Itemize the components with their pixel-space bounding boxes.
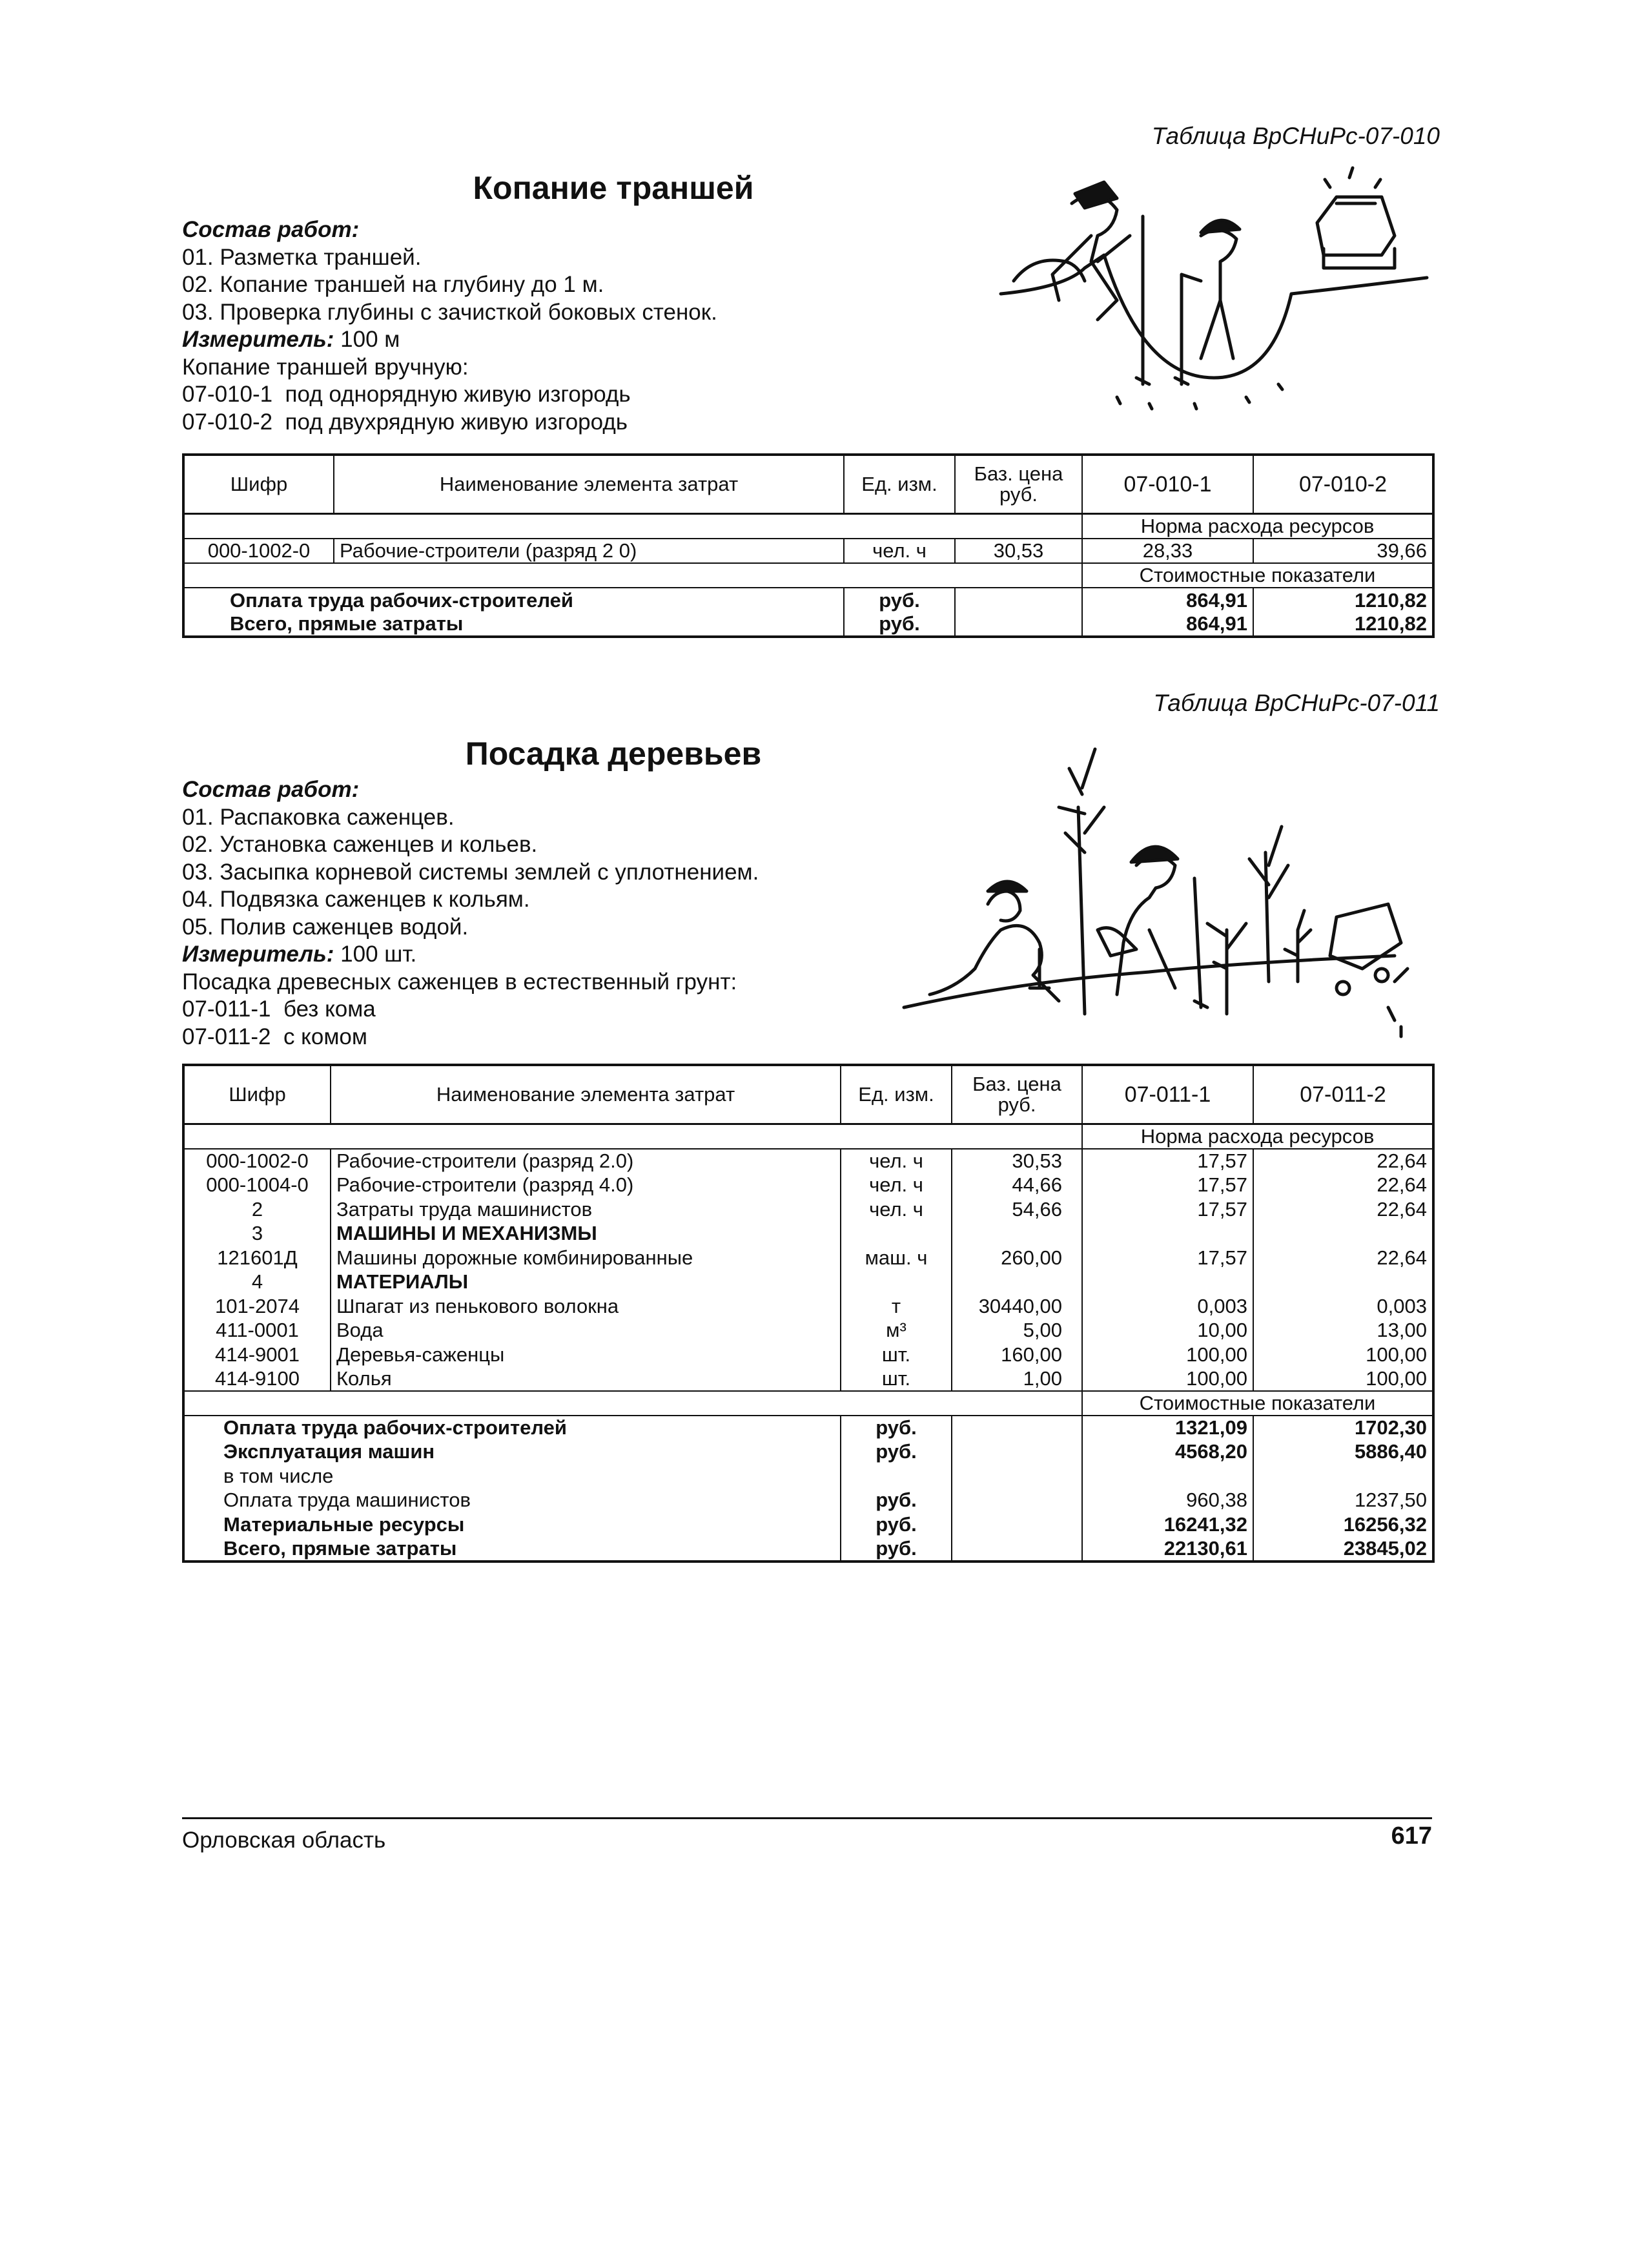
cell-variant-2: 1702,30: [1253, 1416, 1433, 1440]
col-header-variant-1: 07-011-1: [1082, 1065, 1253, 1124]
footer-rule: [182, 1817, 1432, 1819]
col-header-variant-2: 07-010-2: [1253, 455, 1433, 514]
col-header-code: Шифр: [183, 1065, 331, 1124]
cell-price: [952, 1489, 1082, 1513]
table-label: Таблица ВрСНиРс-07-010: [1151, 123, 1440, 149]
table-row: [183, 539, 1433, 563]
cell-variant-1: 10,00: [1082, 1319, 1253, 1343]
table-row: [183, 1173, 1433, 1198]
cell-unit: шт.: [841, 1343, 952, 1367]
cell-variant-2: 5886,40: [1253, 1440, 1433, 1465]
col-header-variant-1: 07-010-1: [1082, 455, 1253, 514]
cell-code: 101-2074: [183, 1294, 331, 1319]
step-item: 01. Разметка траншей.: [182, 244, 422, 270]
cell-price: 54,66: [952, 1197, 1082, 1222]
cell-price: [952, 1270, 1082, 1295]
section-title: Копание траншей: [473, 170, 754, 206]
col-header-unit: Ед. изм.: [844, 455, 955, 514]
workers-planting-trees-icon: [891, 736, 1420, 1040]
cell-variant-1: 16241,32: [1082, 1512, 1253, 1537]
cell-code: 000-1004-0: [183, 1173, 331, 1198]
totals-body: [183, 1416, 1433, 1562]
measure-label: Измеритель:: [182, 327, 334, 352]
cell-price: [952, 1440, 1082, 1465]
composition-header: Состав работ:: [182, 217, 360, 242]
cell-total-name: Оплата труда машинистов: [183, 1489, 841, 1513]
cell-code: 000-1002-0: [183, 1149, 331, 1173]
table-row: [183, 1197, 1433, 1222]
cell-price: [952, 1222, 1082, 1246]
cell-unit: чел. ч: [841, 1197, 952, 1222]
table-band-row: [183, 563, 1433, 588]
cell-variant-1: 100,00: [1082, 1367, 1253, 1392]
table-row: [183, 1367, 1433, 1392]
cell-price: [955, 588, 1082, 612]
total-row: [183, 1489, 1433, 1513]
page-number: 617: [1391, 1822, 1432, 1850]
table-body: [183, 1149, 1433, 1391]
cell-variant-2: 16256,32: [1253, 1512, 1433, 1537]
work-composition: [182, 776, 989, 1051]
cost-table: [182, 1064, 1435, 1563]
cell-variant-2: 23845,02: [1253, 1537, 1433, 1562]
cell-unit: [841, 1222, 952, 1246]
cell-variant-2: 1210,82: [1253, 588, 1433, 612]
cell-variant-1: 864,91: [1082, 588, 1253, 612]
total-row: [183, 1537, 1433, 1562]
cell-name: МАШИНЫ И МЕХАНИЗМЫ: [331, 1222, 841, 1246]
cell-unit: шт.: [841, 1367, 952, 1392]
cell-name: Колья: [331, 1367, 841, 1392]
step-item: 05. Полив саженцев водой.: [182, 914, 469, 940]
cell-code: 121601Д: [183, 1246, 331, 1270]
cell-variant-1: 960,38: [1082, 1489, 1253, 1513]
step-item: 03. Проверка глубины с зачисткой боковых стенок.: [182, 299, 717, 325]
table-label: Таблица ВрСНиРс-07-011: [1153, 690, 1440, 716]
cell-price: [955, 612, 1082, 637]
cell-variant-1: 17,57: [1082, 1173, 1253, 1198]
cell-total-name: Материальные ресурсы: [183, 1512, 841, 1537]
cell-variant-1: 0,003: [1082, 1294, 1253, 1319]
cell-variant-1: [1082, 1464, 1253, 1489]
footer-region: Орловская область: [182, 1828, 386, 1853]
cell-price: 5,00: [952, 1319, 1082, 1343]
cell-price: 160,00: [952, 1343, 1082, 1367]
cell-unit: чел. ч: [844, 539, 955, 563]
cell-variant-2: 1237,50: [1253, 1489, 1433, 1513]
table-row: [183, 1343, 1433, 1367]
cell-price: [952, 1416, 1082, 1440]
cell-code: 414-9001: [183, 1343, 331, 1367]
cell-variant-2: 0,003: [1253, 1294, 1433, 1319]
cell-price: [952, 1512, 1082, 1537]
variant-item: 07-011-2 с комом: [182, 1024, 367, 1049]
cell-price: 30,53: [952, 1149, 1082, 1173]
cell-name: Рабочие-строители (разряд 4.0): [331, 1173, 841, 1198]
total-row: [183, 588, 1433, 612]
work-composition: [182, 216, 989, 436]
cell-code: 000-1002-0: [183, 539, 334, 563]
cell-variant-2: [1253, 1222, 1433, 1246]
table-row: [183, 1246, 1433, 1270]
band-label: Стоимостные показатели: [1082, 563, 1433, 588]
band-label: Норма расхода ресурсов: [1082, 1124, 1433, 1149]
composition-header: Состав работ:: [182, 777, 360, 802]
table-row: [183, 1319, 1433, 1343]
cell-variant-1: [1082, 1222, 1253, 1246]
section-title: Посадка деревьев: [465, 736, 762, 772]
cell-unit: чел. ч: [841, 1173, 952, 1198]
cell-variant-2: 39,66: [1253, 539, 1433, 563]
table-band-row: [183, 1124, 1433, 1149]
cell-code: 2: [183, 1197, 331, 1222]
col-header-code: Шифр: [183, 455, 334, 514]
cell-unit: [841, 1464, 952, 1489]
cell-unit: чел. ч: [841, 1149, 952, 1173]
cell-code: 411-0001: [183, 1319, 331, 1343]
measure-line: [182, 941, 989, 969]
cell-name: Деревья-саженцы: [331, 1343, 841, 1367]
cell-variant-1: 1321,09: [1082, 1416, 1253, 1440]
cell-price: 30440,00: [952, 1294, 1082, 1319]
cell-variant-1: 17,57: [1082, 1149, 1253, 1173]
cell-total-name: Оплата труда рабочих-строителей: [183, 1416, 841, 1440]
col-header-variant-2: 07-011-2: [1253, 1065, 1433, 1124]
cell-unit: руб.: [841, 1416, 952, 1440]
cell-total-name: в том числе: [183, 1464, 841, 1489]
table-header-row: [183, 455, 1433, 514]
cell-variant-2: 1210,82: [1253, 612, 1433, 637]
total-row: [183, 1464, 1433, 1489]
cell-variant-1: 4568,20: [1082, 1440, 1253, 1465]
cell-variant-2: [1253, 1464, 1433, 1489]
table-band-row: [183, 1391, 1433, 1416]
table-header-row: [183, 1065, 1433, 1124]
cell-variant-2: [1253, 1270, 1433, 1295]
cell-variant-1: 22130,61: [1082, 1537, 1253, 1562]
two-workers-digging-trench-icon: [988, 165, 1440, 417]
cell-total-name: Оплата труда рабочих-строителей: [183, 588, 844, 612]
cell-name: Шпагат из пенькового волокна: [331, 1294, 841, 1319]
measure-value: 100 м: [334, 327, 400, 352]
measure-line: [182, 326, 989, 354]
cell-total-name: Всего, прямые затраты: [183, 612, 844, 637]
cell-variant-1: 100,00: [1082, 1343, 1253, 1367]
table-row: [183, 1270, 1433, 1295]
cell-variant-2: 100,00: [1253, 1343, 1433, 1367]
step-item: 02. Копание траншей на глубину до 1 м.: [182, 272, 604, 297]
cell-unit: руб.: [844, 612, 955, 637]
step-item: 01. Распаковка саженцев.: [182, 804, 455, 830]
intro-line: Копание траншей вручную:: [182, 354, 469, 380]
table-row: [183, 1294, 1433, 1319]
intro-line: Посадка древесных саженцев в естественный грунт:: [182, 969, 737, 995]
cell-code: 3: [183, 1222, 331, 1246]
cell-variant-2: 100,00: [1253, 1367, 1433, 1392]
cell-name: МАТЕРИАЛЫ: [331, 1270, 841, 1295]
step-item: 03. Засыпка корневой системы землей с уплотнением.: [182, 859, 759, 885]
total-row: [183, 1512, 1433, 1537]
variant-item: 07-010-1 под однорядную живую изгородь: [182, 382, 631, 407]
cell-unit: руб.: [841, 1512, 952, 1537]
col-header-unit: Ед. изм.: [841, 1065, 952, 1124]
cell-unit: руб.: [841, 1489, 952, 1513]
cell-code: 4: [183, 1270, 331, 1295]
table-band-row: [183, 514, 1433, 539]
cell-unit: руб.: [841, 1537, 952, 1562]
cell-price: [952, 1537, 1082, 1562]
total-row: [183, 1440, 1433, 1465]
variant-item: 07-010-2 под двухрядную живую изгородь: [182, 409, 628, 435]
cell-unit: т: [841, 1294, 952, 1319]
table-row: [183, 1222, 1433, 1246]
variant-item: 07-011-1 без кома: [182, 996, 376, 1022]
cell-variant-1: [1082, 1270, 1253, 1295]
cell-price: 44,66: [952, 1173, 1082, 1198]
cell-unit: [841, 1270, 952, 1295]
total-row: [183, 1416, 1433, 1440]
measure-label: Измеритель:: [182, 942, 334, 967]
band-label: Стоимостные показатели: [1082, 1391, 1433, 1416]
cell-unit: руб.: [841, 1440, 952, 1465]
cell-unit: руб.: [844, 588, 955, 612]
step-item: 04. Подвязка саженцев к кольям.: [182, 887, 530, 912]
cell-name: Вода: [331, 1319, 841, 1343]
cell-code: 414-9100: [183, 1367, 331, 1392]
cell-variant-2: 13,00: [1253, 1319, 1433, 1343]
cell-variant-2: 22,64: [1253, 1149, 1433, 1173]
cell-price: [952, 1464, 1082, 1489]
cell-total-name: Всего, прямые затраты: [183, 1537, 841, 1562]
cell-name: Рабочие-строители (разряд 2 0): [334, 539, 844, 563]
cell-name: Рабочие-строители (разряд 2.0): [331, 1149, 841, 1173]
cell-variant-1: 17,57: [1082, 1197, 1253, 1222]
cost-table: [182, 453, 1435, 638]
col-header-name: Наименование элемента затрат: [334, 455, 844, 514]
step-item: 02. Установка саженцев и кольев.: [182, 832, 538, 857]
cell-variant-1: 17,57: [1082, 1246, 1253, 1270]
col-header-price: Баз. цена руб.: [952, 1065, 1082, 1124]
measure-value: 100 шт.: [334, 942, 417, 967]
table-row: [183, 1149, 1433, 1173]
cell-name: Затраты труда машинистов: [331, 1197, 841, 1222]
col-header-name: Наименование элемента затрат: [331, 1065, 841, 1124]
cell-variant-2: 22,64: [1253, 1197, 1433, 1222]
cell-price: 1,00: [952, 1367, 1082, 1392]
total-row: [183, 612, 1433, 637]
cell-unit: маш. ч: [841, 1246, 952, 1270]
cell-variant-1: 864,91: [1082, 612, 1253, 637]
cell-name: Машины дорожные комбинированные: [331, 1246, 841, 1270]
cell-variant-2: 22,64: [1253, 1173, 1433, 1198]
cell-variant-2: 22,64: [1253, 1246, 1433, 1270]
col-header-price: Баз. цена руб.: [955, 455, 1082, 514]
cell-variant-1: 28,33: [1082, 539, 1253, 563]
cell-price: 30,53: [955, 539, 1082, 563]
cell-total-name: Эксплуатация машин: [183, 1440, 841, 1465]
cell-unit: м³: [841, 1319, 952, 1343]
band-label: Норма расхода ресурсов: [1082, 514, 1433, 539]
cell-price: 260,00: [952, 1246, 1082, 1270]
